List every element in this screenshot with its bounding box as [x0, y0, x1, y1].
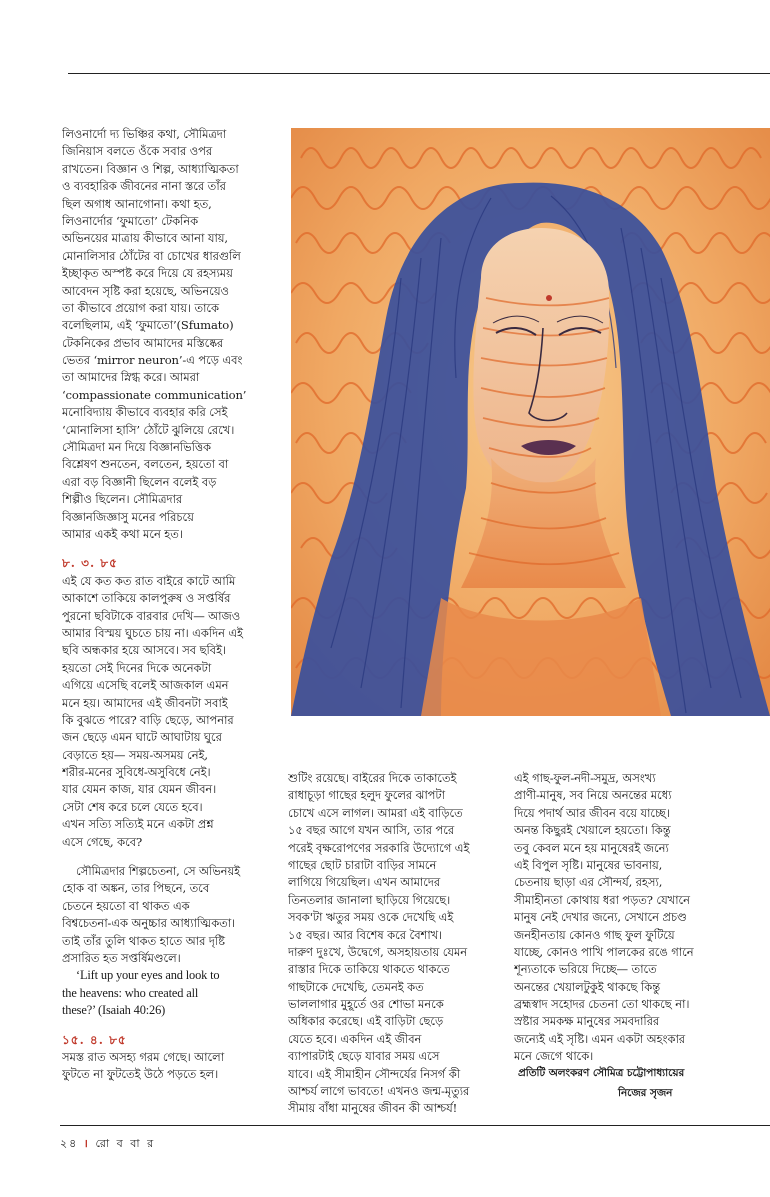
text-line: এই গাছ-ফুল-নদী-সমুদ্র, অসংখ্য [514, 771, 656, 785]
text-line: দারুণ দুঃখে, উদ্বেগে, অসহায়তায় যেমন [288, 944, 468, 959]
quote-line: ‘Lift up your eyes and look to [76, 968, 220, 983]
text-line: আমার একই কথা মনে হত। [62, 526, 183, 541]
page-number: ২৪ [60, 1137, 79, 1150]
text-line: ১৫ বছর। আর বিশেষ করে বৈশাখ। [288, 927, 443, 942]
text-line: জন ছেড়ে এমন ঘাটে আঘাটায় ঘুরে [62, 730, 222, 745]
text-line: পরেই বৃক্ষরোপণের সরকারি উদ্যোগে এই [288, 840, 470, 855]
text-line: মনে হয়। আমাদের এই জীবনটা সবাই [62, 695, 228, 710]
text-line: এরা বড় বিজ্ঞানী ছিলেন বলেই বড় [62, 474, 217, 489]
text-line: এখন সত্যি সত্যিই মনে একটা প্রশ্ন [62, 817, 214, 832]
text-line: আবেদন সৃষ্টি করা হয়েছে, অভিনয়েও [62, 283, 229, 298]
text-line: অধিকার করেছে। এই বাড়িটা ছেড়ে [288, 1014, 444, 1029]
paragraph-diary-1 [62, 573, 274, 851]
text-line: বিশ্লেষণ শুনতেন, বলতেন, হয়তো বা [62, 457, 229, 472]
text-line: আকাশে তাকিয়ে কালপুরুষ ও সপ্তর্ষির [62, 591, 231, 606]
text-line: অনন্তের খেয়ালটুকুই থাকছে কিন্তু [514, 979, 661, 994]
text-line: সীমায় বাঁধা মানুষের জীবন কী আশ্চর্য! [288, 1101, 458, 1116]
text-line: অনন্ত কিছুরই খেয়ালে হয়তো। কিন্তু [514, 823, 671, 838]
text-line: হয়তো সেই দিনের দিকে অনেকটা [62, 660, 212, 675]
text-line: এই বিপুল সৃষ্টি। মানুষের ভাবনায়, [514, 857, 663, 872]
text-line: ‘compassionate communication’ [62, 387, 247, 402]
paragraph-art-consciousness [62, 863, 274, 967]
text-line: মানুষ নেই দেখার জন্যে, সেখানে প্রচণ্ড [514, 910, 687, 925]
text-line: মোনালিসার ঠোঁটের বা চোখের ধারগুলি [62, 248, 241, 263]
text-line: ভেতর ‘mirror neuron’-এ পড়ে এবং [62, 353, 243, 368]
text-line: ভাললাগার মুহূর্তে ওর শোভা মনকে [288, 997, 444, 1012]
top-rule [68, 73, 770, 74]
text-line: তা কীভাবে প্রয়োগ করা যায়। তাকে [62, 300, 219, 315]
text-line: ও ব্যবহারিক জীবনের নানা স্তরে তাঁর [62, 179, 226, 194]
text-line: মনে জেগে থাকে। [514, 1049, 594, 1064]
text-line: আশ্চর্য লাগে ভাবতে! এখনও জন্ম-মৃত্যুর [288, 1084, 470, 1099]
page-folio [60, 1135, 155, 1154]
text-line: ১৫ বছর আগে যখন আসি, তার পরে [288, 823, 455, 838]
text-line: যাচ্ছে, কোনও পাখি পালকের রঙে গানে [514, 944, 694, 959]
text-line: বলেছিলাম, এই ‘ফুমাতো’(Sfumato) [62, 318, 234, 333]
text-line: যার যেমন কাজ, যার যেমন জীবন। [62, 782, 217, 797]
quote-line: the heavens: who created all [62, 985, 199, 1000]
text-line: এসে গেছে, কবে? [62, 834, 143, 849]
text-line: আমার বিস্ময় ঘুচতে চায় না। একদিন এই [62, 625, 243, 640]
left-column [62, 126, 274, 1084]
text-line: রাখতেন। বিজ্ঞান ও শিল্প, আধ্যাত্মিকতা [62, 161, 239, 176]
text-line: তা আমাদের স্নিগ্ধ করে। আমরা [62, 370, 200, 385]
text-line: রাস্তার দিকে তাকিয়ে থাকতে থাকতে [288, 962, 450, 977]
text-line: কি বুঝতে পারে? বাড়ি ছেড়ে, আপনার [62, 712, 234, 727]
text-line: চেতনে হয়তো বা থাকত এক [62, 898, 190, 913]
text-line: ছিল অগাধ আনাগোনা। কথা হত, [62, 196, 212, 211]
illustration-credit: প্রতিটি অলংকরণ সৌমিত্র চট্টোপাধ্যায়ের [518, 1067, 685, 1079]
text-line: যেতে হবে। একদিন এই জীবন [288, 1031, 422, 1046]
text-line: এই যে কত কত রাত বাইরে কাটে আমি [62, 573, 236, 588]
text-line: শুটিং রয়েছে। বাইরের দিকে তাকাতেই [288, 771, 457, 785]
folio-separator: । [83, 1137, 90, 1150]
text-line: লিওনার্দো দ্য ভিঞ্চির কথা, সৌমিত্রদা [62, 127, 227, 141]
text-line: প্রাণী-মানুষ, সব নিয়ে অনন্তের মধ্যে [514, 788, 672, 803]
middle-column [288, 770, 506, 1118]
text-line: ছবি অন্ধকার হয়ে আসবে। সব ছবিই। [62, 643, 226, 658]
diary-date-2: ১৫. ৪. ৮৫ [62, 1032, 127, 1047]
text-line: মনোবিদ্যায় কীভাবে ব্যবহার করি সেই [62, 405, 228, 420]
quote-line: these?’ (Isaiah 40:26) [62, 1003, 166, 1018]
portrait-illustration-icon [291, 128, 770, 716]
text-line: লাগিয়ে গিয়েছিল। এখন আমাদের [288, 875, 441, 890]
text-line: টেকনিকের প্রভাব আমাদের মস্তিষ্কের [62, 335, 224, 350]
magazine-name: রো ব বা র [95, 1137, 156, 1150]
text-line: শূন্যতাকে ভরিয়ে দিচ্ছে— তাতে [514, 962, 657, 977]
text-line: যাবে। এই সীমাহীন সৌন্দর্যের নিসর্গ কী [288, 1066, 460, 1081]
text-line: হোক বা অঙ্কন, তার পিছনে, তবে [62, 881, 210, 896]
text-line: ফুটতে না ফুটতেই উঠে পড়তে হল। [62, 1067, 219, 1082]
right-column [514, 770, 740, 1066]
paragraph-diary-2 [62, 1049, 274, 1084]
text-line: বিজ্ঞানজিজ্ঞাসু মনের পরিচয়ে [62, 509, 194, 524]
text-line: পুরনো ছবিটাকে বারবার দেখি— আজও [62, 608, 241, 623]
text-line: শিল্পীও ছিলেন। সৌমিত্রদার [62, 492, 183, 507]
text-line: তাই তাঁর তুলি থাকত হাতে আর দৃষ্টি [62, 933, 225, 948]
text-line: তবু কেবল মনে হয় মানুষেরই জন্যে [514, 840, 669, 855]
text-line: গাছের ছোট চারাটা বাড়ির সামনে [288, 857, 437, 872]
text-line: ইচ্ছাকৃত অস্পষ্ট করে দিয়ে যে রহস্যময় [62, 266, 233, 281]
text-line: স্রষ্টার সমকক্ষ মানুষের সমবদারির [514, 1014, 660, 1029]
text-line: চেতনায় ছাড়া এর সৌন্দর্য, রহস্য, [514, 875, 663, 890]
text-line: অভিনয়ের মাত্রায় কীভাবে আনা যায়, [62, 231, 228, 246]
text-line: সৌমিত্রদার শিল্পচেতনা, সে অভিনয়ই [76, 864, 241, 879]
text-line: জিনিয়াস বলতে ওঁকে সবার ওপর [62, 144, 213, 159]
text-line: ব্যাপারটাই ছেড়ে যাবার সময় এসে [288, 1049, 440, 1064]
text-line: জনহীনতায় কোনও গাছ ফুল ফুটিয়ে [514, 927, 675, 942]
text-line: সবক'টা ঋতুর সময় ওকে দেখেছি এই [288, 910, 454, 925]
diary-date-1: ৮. ৩. ৮৫ [62, 556, 118, 571]
text-line: গাছটাকে দেখেছি, তেমনই কত [288, 979, 424, 994]
text-line: বিশ্বচেতনা-এক অনুচ্চার আধ্যাত্মিকতা। [62, 916, 236, 931]
text-line: সেটা শেষ করে চলে যেতে হবে। [62, 799, 203, 814]
text-line: চোখে এসে লাগল। আমরা এই বাড়িতে [288, 805, 463, 820]
text-line: বেড়াতে হয়— সময়-অসময় নেই, [62, 747, 208, 762]
text-line: সীমাহীনতা কোথায় ধরা পড়ত? যেখানে [514, 892, 690, 907]
text-line: রাধাচূড়া গাছের হলুদ ফুলের ঝাপটা [288, 788, 445, 803]
text-line: সৌমিত্রদা মন দিয়ে বিজ্ঞানভিত্তিক [62, 440, 211, 455]
paragraph-leonardo [62, 126, 274, 543]
text-line: ব্রহ্মস্বাদ সহোদর চেতনা তো থাকছে না। [514, 997, 690, 1012]
text-line: তিনতলার জানালা ছাড়িয়ে গিয়েছে। [288, 892, 451, 907]
illustration-credit-line-2: নিজের সৃজন [618, 1087, 673, 1099]
text-line: জন্যেই এই সৃষ্টি। এমন একটা অহংকার [514, 1031, 686, 1046]
text-line: সমস্ত রাত অসহ্য গরম গেছে। আলো [62, 1049, 225, 1064]
text-line: এগিয়ে এসেছি বলেই আজকাল এমন [62, 678, 229, 693]
text-line: প্রসারিত হত সপ্তর্ষিমণ্ডলে। [62, 950, 181, 965]
text-line: ‘মোনালিসা হাসি’ ঠোঁটে ঝুলিয়ে রেখে। [62, 422, 235, 437]
portrait-illustration [291, 128, 770, 716]
bottom-rule [60, 1125, 770, 1126]
text-line: শরীর-মনের সুবিধে-অসুবিধে নেই। [62, 765, 211, 780]
text-line: লিওনার্দোর ‘ফুমাতো’ টেকনিক [62, 213, 199, 228]
text-line: দিয়ে পদার্থ আর জীবন বয়ে যাচ্ছে। [514, 805, 670, 820]
isaiah-quote [62, 967, 274, 1019]
